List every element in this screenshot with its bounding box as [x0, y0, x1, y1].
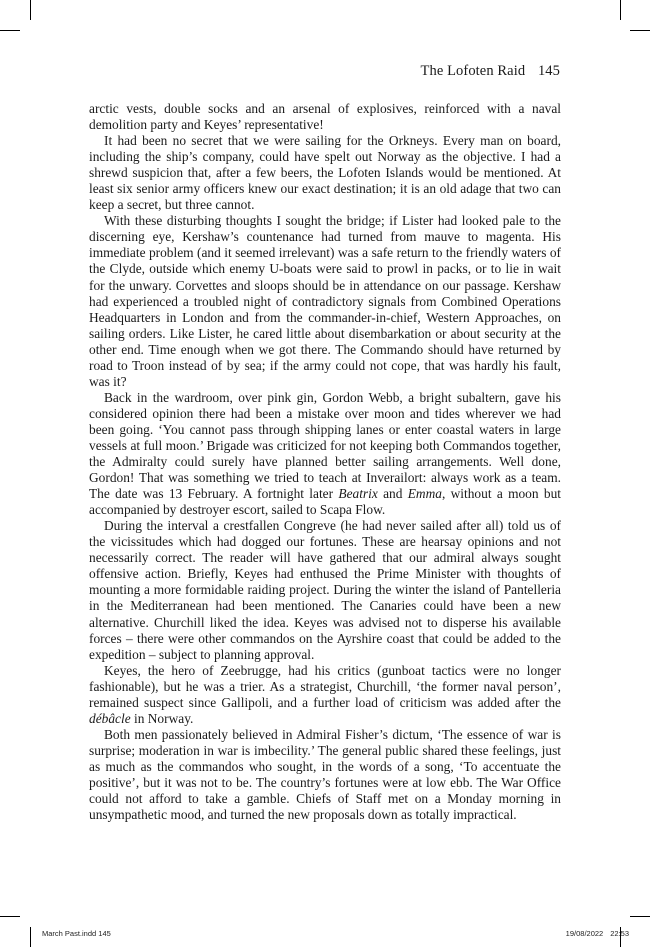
slug-date: 19/08/2022	[565, 929, 604, 938]
italic-text: débâcle	[89, 710, 131, 726]
italic-text: Emma	[407, 486, 442, 502]
italic-text: Beatrix	[338, 486, 378, 502]
text-run: During the interval a crestfallen Congreve (he had never sailed after all) told us of the vicissitudes which had dogged our fortunes. These are hearsay opinions and not necessarily correct. The reader will have gathered that our admiral always sought offensive action. Briefly, Keyes had enthused the Prime Minister with thoughts of mounting a more formidable raiding project. During the winter the island of Pantelleria in the Mediterranean had been mentioned. The Canaries could have been a new alternative. Churchill liked the idea. Keyes was advised not to disperse his available forces – there were other commandos on the Ayrshire coast that could be added to the expedition – subject to planning approval.	[89, 518, 561, 662]
crop-mark	[630, 916, 650, 917]
page-number: 145	[537, 63, 560, 79]
crop-mark	[30, 927, 31, 947]
text-run: With these disturbing thoughts I sought the bridge; if Lister had looked pale to the discerning eye, Kershaw’s countenance had turned from mauve to magenta. His immediate problem (and it seemed irrelevant) was a safe return to the friendly waters of the Clyde, outside which enemy U-boats were said to prowl in packs, or to lie in wait for the unwary. Corvettes and sloops should be in attendance on our passage. Kershaw had experienced a troubled night of contradictory signals from Combined Operations Headquarters in London and from the commander-in-chief, Western Approaches, on sailing orders. Like Lister, he cared little about disembarkation or about security at the other end. Time enough when we got there. The Commando should have returned by road to Troon instead of by sea; if the army could not cope, that was hardly his fault, was it?	[89, 213, 561, 389]
paragraph	[89, 390, 561, 518]
crop-mark	[630, 30, 650, 31]
slug-file-label: March Past.indd 145	[42, 929, 111, 938]
slug-timestamp	[566, 929, 629, 938]
crop-mark	[0, 916, 20, 917]
text-run: Back in the wardroom, over pink gin, Gordon Webb, a bright subaltern, gave his considered opinion there had been a mistake over moon and tides wherever we had been going. ‘You cannot pass through shipping lanes or enter coastal waters in large vessels at full moon.’ Brigade was criticized for not keeping both Commandos together, the Admiralty could surely have planned better sailing arrangements. Well done, Gordon! That was something we tried to teach at Inverailort: always work as a team. The date was 13 February. A fortnight later	[89, 389, 561, 502]
text-run: in Norway.	[130, 710, 194, 726]
text-run: arctic vests, double socks and an arsenal of explosives, reinforced with a naval demolition party and Keyes’ representative!	[89, 101, 561, 133]
text-run: Both men passionately believed in Admiral Fisher’s dictum, ‘The essence of war is surprise; moderation in war is imbecility.’ The general public shared these feelings, just as much as the commandos who sought, in the words of a song, ‘To accentuate the positive’, but it was not to be. The country’s fortunes were at low ebb. The War Office could not afford to take a gamble. Chiefs of Staff met on a Monday morning in unsympathetic mood, and turned the new proposals down as totally impractical.	[89, 726, 561, 823]
running-title: The Lofoten Raid	[420, 63, 526, 79]
crop-mark	[620, 0, 621, 20]
body-text	[89, 101, 561, 823]
text-run: It had been no secret that we were sailing for the Orkneys. Every man on board, including the ship’s company, could have spelt out Norway as the objective. I had a shrewd suspicion that, after a few beers, the Lofoten Islands would be mentioned. At least six senior army officers knew our exact destination; it is an old adage that two can keep a secret, but three cannot.	[89, 133, 561, 213]
paragraph	[89, 101, 561, 133]
paragraph	[89, 727, 561, 823]
text-run: , without a moon but accompanied by destroyer escort, sailed to Scapa Flow.	[89, 486, 561, 518]
paragraph	[89, 133, 561, 213]
slug-time: 22:53	[610, 929, 629, 938]
crop-mark	[0, 30, 20, 31]
text-run: Keyes, the hero of Zeebrugge, had his critics (gunboat tactics were no longer fashionable), but he was a trier. As a strategist, Churchill, ‘the former naval person’, remained suspect since Gallipoli, and a further load of criticism was added after the	[89, 662, 561, 710]
paragraph	[89, 663, 561, 727]
running-head	[421, 63, 560, 80]
paragraph	[89, 213, 561, 390]
crop-mark	[30, 0, 31, 20]
text-run: and	[377, 486, 408, 502]
paragraph	[89, 518, 561, 662]
